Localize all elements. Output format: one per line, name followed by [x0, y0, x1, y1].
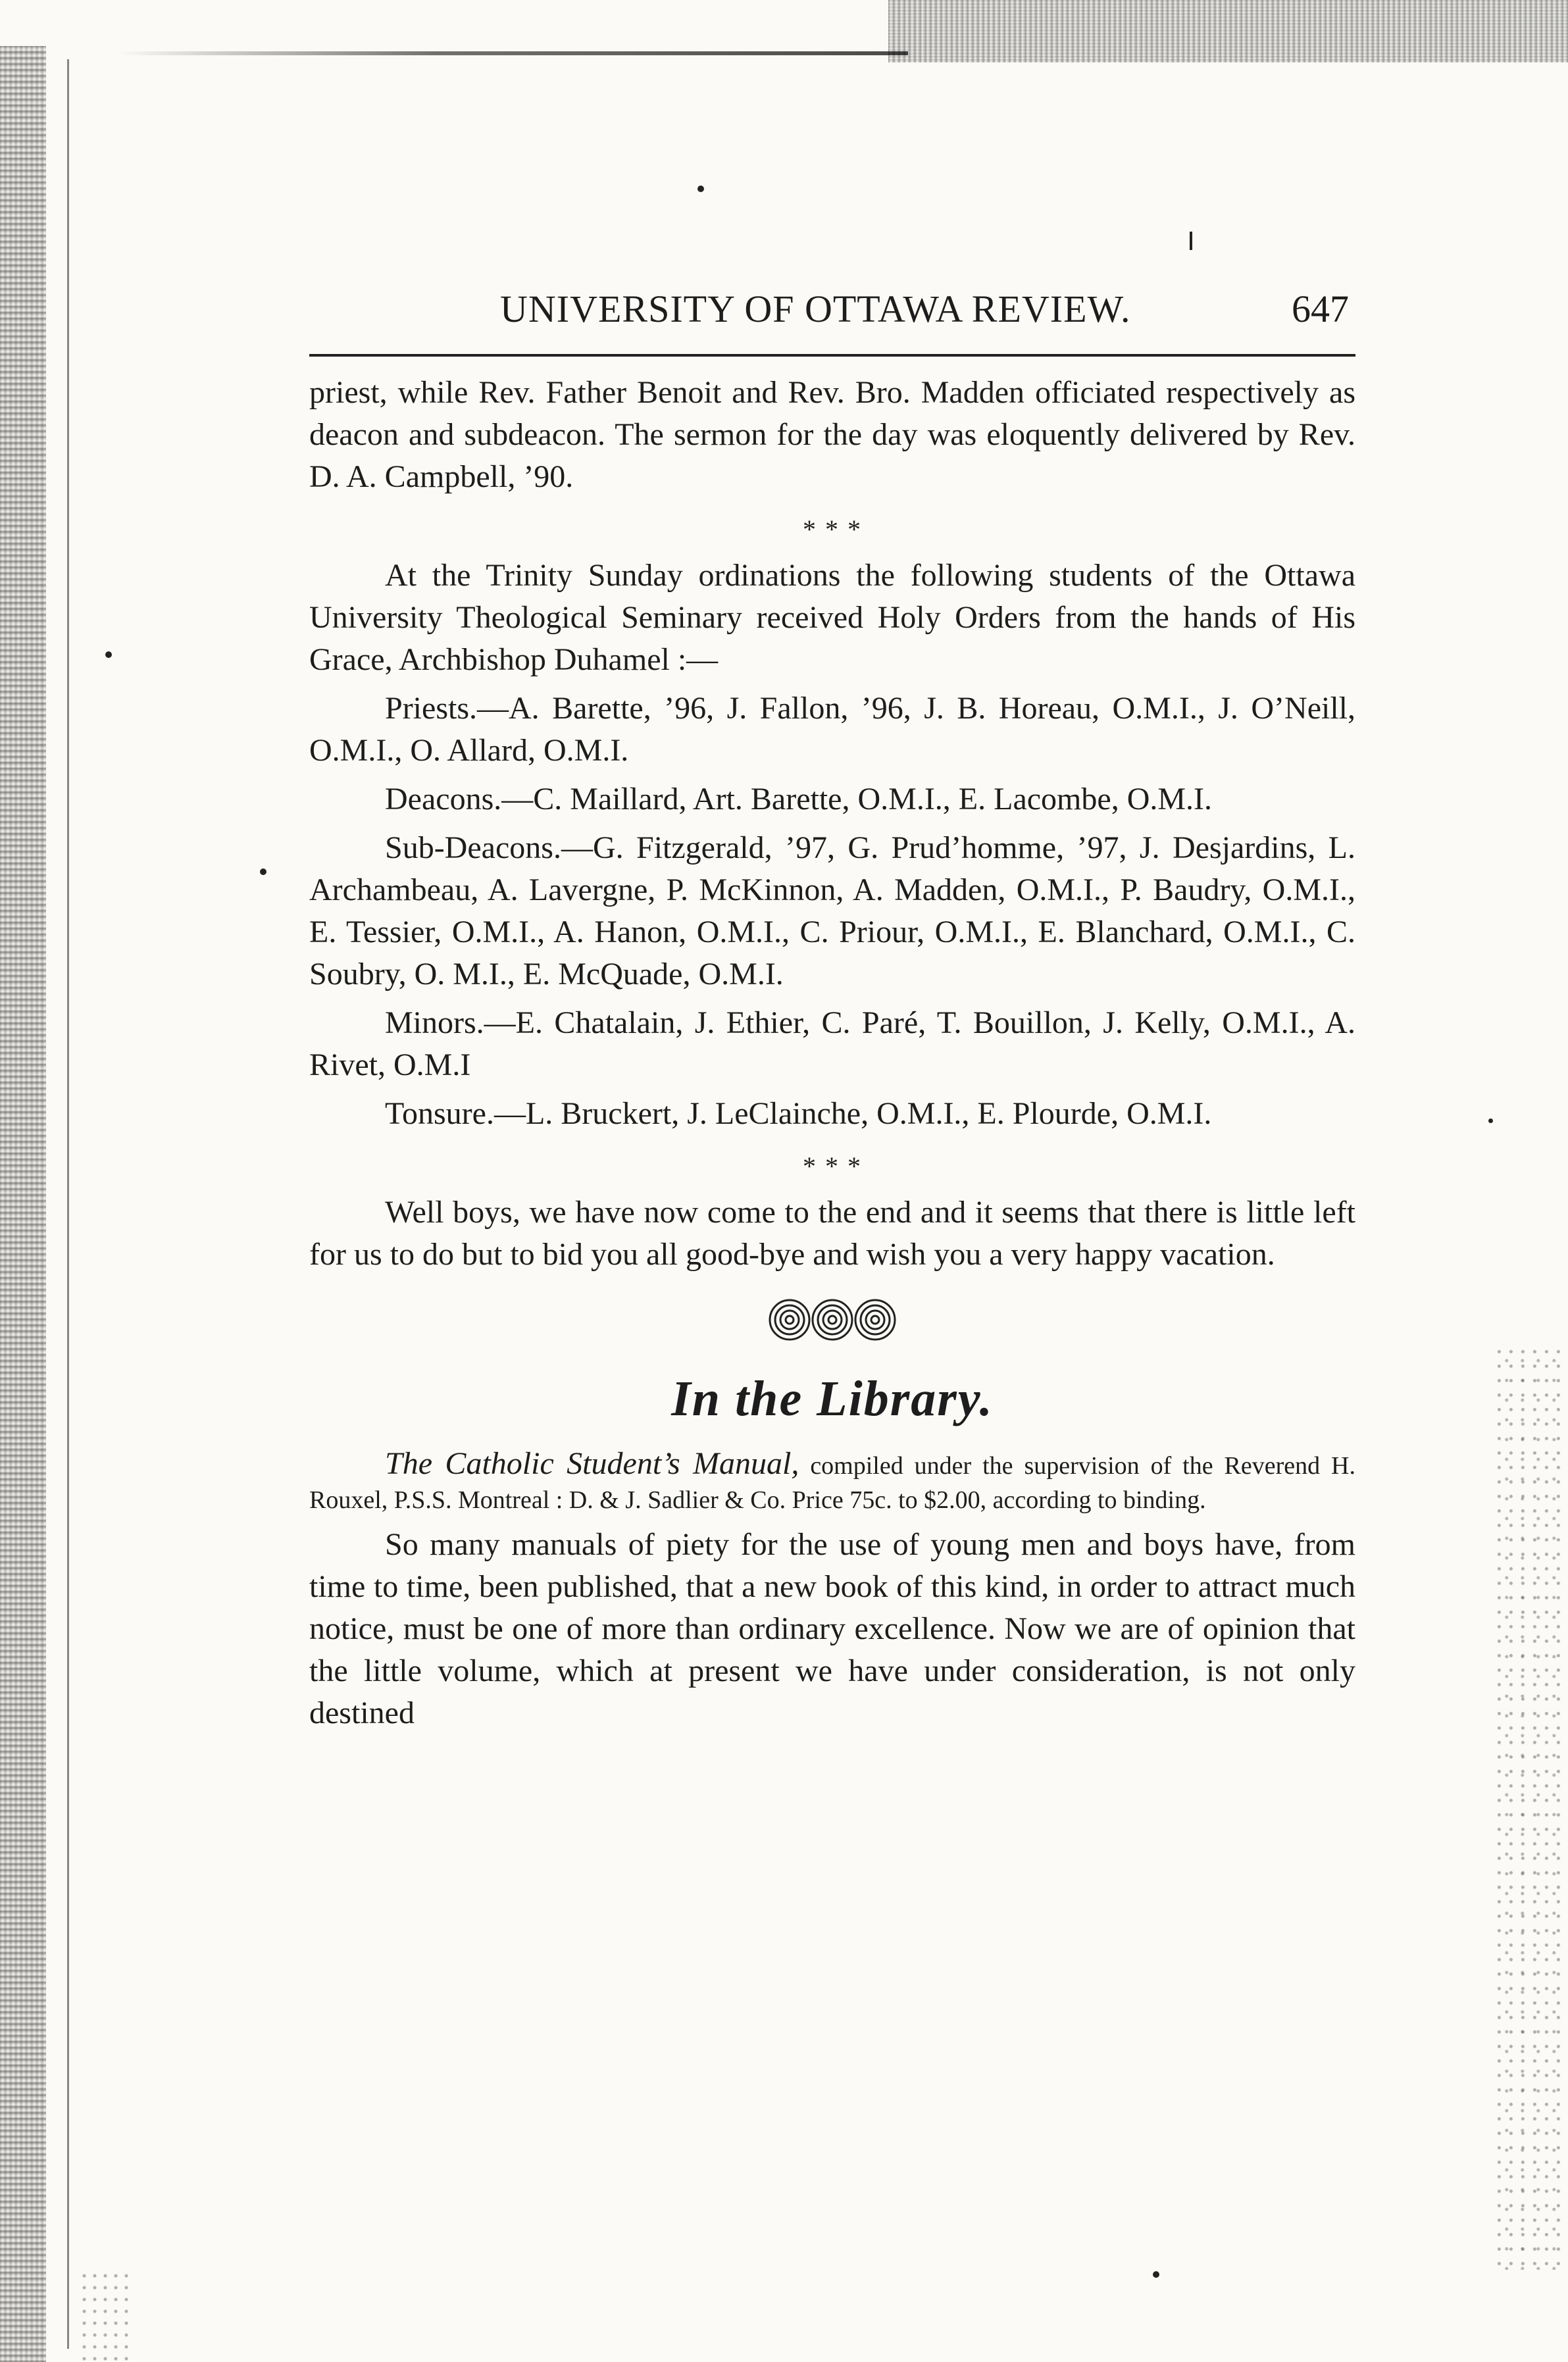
spiral-ornament-icon	[309, 1297, 1355, 1343]
scan-dot	[1153, 2271, 1159, 2278]
running-title: UNIVERSITY OF OTTAWA REVIEW.	[500, 288, 1131, 330]
page-number: 647	[1292, 288, 1349, 330]
scan-dot	[1488, 1118, 1493, 1123]
scan-left-rule	[67, 59, 69, 2349]
scan-right-speckle	[1496, 1349, 1568, 2270]
paragraph-trinity-sunday: At the Trinity Sunday ordinations the following students of the Ottawa University Theological Seminary received Holy Orders from the hands of His Grace, Archbishop Duhamel :—	[309, 558, 1355, 677]
book-citation	[309, 1447, 1355, 1517]
scan-dot	[697, 186, 704, 192]
scan-top-edge	[888, 0, 1568, 63]
scan-dot	[105, 651, 112, 658]
paragraph-tonsure: Tonsure.—L. Bruckert, J. LeClainche, O.M.I., E. Plourde, O.M.I.	[385, 1096, 1212, 1131]
book-title: The Catholic Student’s Manual,	[385, 1446, 799, 1481]
paragraph-priests: Priests.—A. Barette, ’96, J. Fallon, ’96, J. B. Horeau, O.M.I., J. O’Neill, O.M.I., O. Allard, O.M.I.	[309, 691, 1355, 768]
scan-top-line	[118, 51, 908, 55]
scan-tick-mark	[1190, 232, 1192, 250]
book-details: compiled under the supervision of the Reverend H. Rouxel, P.S.S. Montreal : D. & J. Sadlier & Co. Price 75c. to $2.00, according to binding.	[309, 1452, 1355, 1514]
asterism: * * *	[803, 515, 862, 544]
scan-left-edge	[0, 46, 46, 2362]
library-section-title: In the Library.	[671, 1371, 994, 1426]
paragraph-subdeacons: Sub-Deacons.—G. Fitzgerald, ’97, G. Prud’homme, ’97, J. Desjardins, L. Archambeau, A. Lavergne, P. McKinnon, A. Madden, O.M.I., P. Baudry, O.M.I., E. Tessier, O.M.I., A. Hanon, O.M.I., C. Priour, O.M.I., E. Blanchard, O.M.I., C. Soubry, O. M.I., E. McQuade, O.M.I.	[309, 830, 1355, 992]
scan-dot	[260, 868, 266, 875]
paragraph-deacons: Deacons.—C. Maillard, Art. Barette, O.M.I., E. Lacombe, O.M.I.	[385, 782, 1213, 817]
asterism: * * *	[803, 1151, 862, 1181]
scan-bottom-left-speckle	[79, 2270, 132, 2362]
running-header	[309, 283, 1355, 336]
paragraph-ordination-mass: priest, while Rev. Father Benoit and Rev. Bro. Madden officiated respectively as deacon and subdeacon. The sermon for the day was eloquently delivered by Rev. D. A. Campbell, ’90.	[309, 375, 1355, 494]
text-column	[309, 372, 1355, 1741]
paragraph-minors: Minors.—E. Chatalain, J. Ethier, C. Paré, T. Bouillon, J. Kelly, O.M.I., A. Rivet, O.M.I	[309, 1005, 1355, 1082]
paragraph-farewell: Well boys, we have now come to the end and it seems that there is little left for us to do but to bid you all good-bye and wish you a very happy vacation.	[309, 1195, 1355, 1272]
header-rule	[309, 354, 1355, 357]
paragraph-book-review: So many manuals of piety for the use of young men and boys have, from time to time, been published, that a new book of this kind, in order to attract much notice, must be one of more than ordinary excellence. Now we are of opinion that the little volume, which at present we have under consideration, is not only destined	[309, 1527, 1355, 1730]
